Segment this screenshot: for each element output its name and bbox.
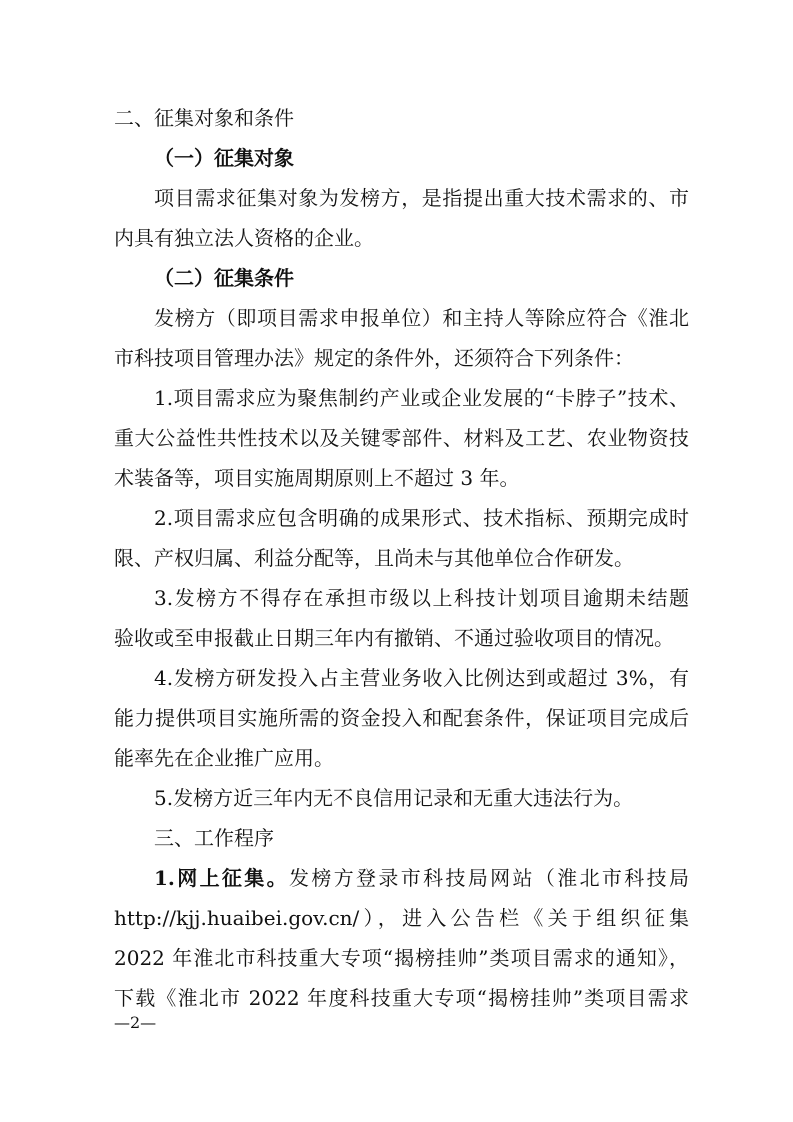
list-item-1-line: 重大公益性共性技术以及关键零部件、材料及工艺、农业物资技	[114, 426, 689, 450]
list-item-2-line: 2.项目需求应包含明确的成果形式、技术指标、预期完成时	[154, 506, 689, 530]
paragraph-line: 发榜方（即项目需求申报单位）和主持人等除应符合《淮北	[154, 306, 689, 330]
section-heading-2: 二、征集对象和条件	[114, 106, 294, 130]
step-1-line: 2022 年淮北市科技重大专项“揭榜挂帅”类项目需求的通知》，	[114, 946, 689, 970]
section-heading-3: 三、工作程序	[154, 826, 274, 850]
list-item-5-line: 5.发榜方近三年内无不良信用记录和无重大违法行为。	[154, 786, 634, 810]
list-item-4-line: 能力提供项目实施所需的资金投入和配套条件，保证项目完成后	[114, 706, 689, 730]
subheading-collection-target: （一）征集对象	[154, 146, 294, 170]
page-number: —2—	[114, 1013, 157, 1032]
step-1-line	[154, 864, 689, 892]
subheading-collection-conditions: （二）征集条件	[154, 266, 294, 290]
paragraph-line: 项目需求征集对象为发榜方，是指提出重大技术需求的、市	[154, 186, 689, 210]
list-item-1-line: 1.项目需求应为聚焦制约产业或企业发展的“卡脖子”技术、	[154, 386, 689, 410]
step-1-line: 下载《淮北市 2022 年度科技重大专项“揭榜挂帅”类项目需求	[114, 986, 689, 1010]
list-item-3-line: 验收或至申报截止日期三年内有撤销、不通过验收项目的情况。	[114, 626, 674, 650]
paragraph-line: 内具有独立法人资格的企业。	[114, 226, 374, 250]
list-item-4-line: 4.发榜方研发投入占主营业务收入比例达到或超过 3%，有	[154, 666, 689, 690]
list-item-4-line: 能率先在企业推广应用。	[114, 746, 334, 770]
step-1-text: 发榜方登录市科技局网站（淮北市科技局	[289, 866, 689, 890]
list-item-2-line: 限、产权归属、利益分配等，且尚未与其他单位合作研发。	[114, 546, 634, 570]
step-1-title: 1.网上征集。	[154, 866, 289, 890]
list-item-3-line: 3.发榜方不得存在承担市级以上科技计划项目逾期未结题	[154, 586, 689, 610]
list-item-1-line: 术装备等，项目实施周期原则上不超过 3 年。	[114, 466, 520, 490]
step-1-url-line: http://kjj.huaibei.gov.cn/），进入公告栏《关于组织征集	[114, 906, 689, 930]
paragraph-line: 市科技项目管理办法》规定的条件外，还须符合下列条件：	[114, 346, 634, 370]
